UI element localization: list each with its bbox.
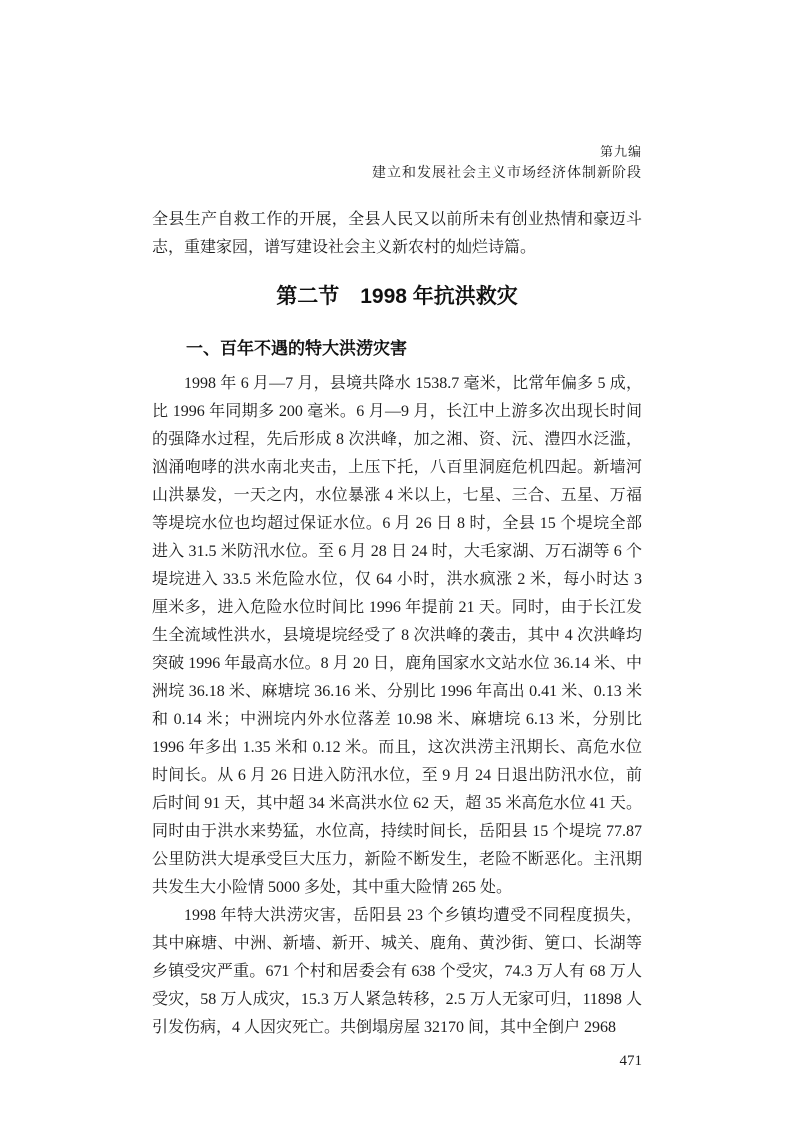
chapter-subtitle: 建立和发展社会主义市场经济体制新阶段 [372,166,642,181]
subsection-title: 一、百年不遇的特大洪涝灾害 [186,339,407,358]
section-title: 第二节 1998 年抗洪救灾 [276,285,518,308]
page-body [152,206,642,1042]
carryover-paragraph: 全县生产自救工作的开展，全县人民又以前所未有创业热情和豪迈斗志，重建家园，谱写建设社会主义新农村的灿烂诗篇。 [152,211,642,256]
volume-label: 第九编 [599,144,642,159]
page-footer [152,1050,642,1072]
body-paragraph-1: 1998 年 6 月—7 月，县境共降水 1538.7 毫米，比常年偏多 5 成，比 1996 年同期多 200 毫米。6 月—9 月，长江中上游多次出现长时间的强降水过程，先后形成 8 次洪峰，加之湘、资、沅、澧四水泛滥，汹涌咆哮的洪水南北夹击，上压下托，八百里洞庭危机四起。新墙河山洪暴发，一天之内，水位暴涨 4 米以上，七星、三合、五星、万福等堤垸水位也均超过保证水位。6 月 26 日 8 时，全县 15 个堤垸全部进入 31.5 米防汛水位。至 6 月 28 日 24 时，大毛家湖、万石湖等 6 个堤垸进入 33.5 米危险水位，仅 64 小时，洪水疯涨 2 米，每小时达 3 厘米多，进入危险水位时间比 1996 年提前 21 天。同时，由于长江发生全流域性洪水，县境堤垸经受了 8 次洪峰的袭击，其中 4 次洪峰均突破 1996 年最高水位。8 月 20 日，鹿角国家水文站水位 36.14 米、中洲垸 36.18 米、麻塘垸 36.16 米、分别比 1996 年高出 0.41 米、0.13 米和 0.14 米；中洲垸内外水位落差 10.98 米、麻塘垸 6.13 米，分别比 1996 年多出 1.35 米和 0.12 米。而且，这次洪涝主汛期长、高危水位时间长。从 6 月 26 日进入防汛水位，至 9 月 24 日退出防汛水位，前后时间 91 天，其中超 34 米高洪水位 62 天，超 35 米高危水位 41 天。同时由于洪水来势猛，水位高，持续时间长，岳阳县 15 个堤垸 77.87 公里防洪大堤承受巨大压力，新险不断发生，老险不断恶化。主汛期共发生大小险情 5000 多处，其中重大险情 265 处。 [152,375,642,896]
body-paragraph-2: 1998 年特大洪涝灾害，岳阳县 23 个乡镇均遭受不同程度损失，其中麻塘、中洲、新墙、新开、城关、鹿角、黄沙街、筻口、长湖等乡镇受灾严重。671 个村和居委会有 638 个受灾，74.3 万人有 68 万人受灾，58 万人成灾，15.3 万人紧急转移，2.5 万人无家可归，11898 人引发伤病，4 人因灾死亡。共倒塌房屋 32170 间，其中全倒户 2968 [152,907,642,1036]
page-number: 471 [619,1053,642,1069]
text-column [152,142,642,1072]
page-header [152,142,642,186]
